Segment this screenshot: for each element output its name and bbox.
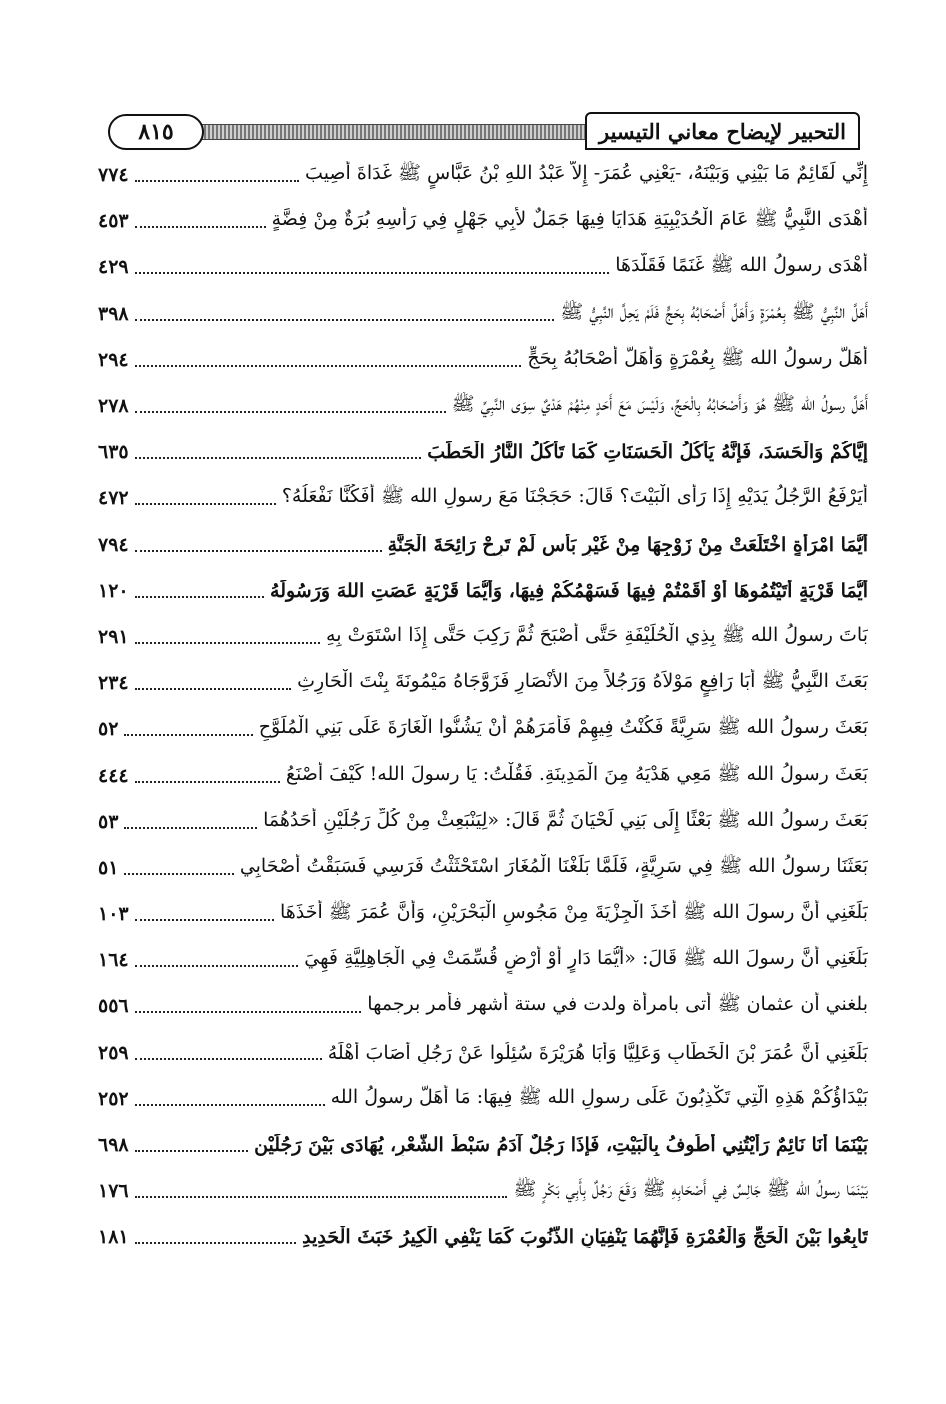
- entry-text: بَعَثَ رسولُ الله ﷺ مَعِي هَدْيَهُ مِنَ الْمَدِينَةِ. فَقُلْتُ: يَا رسولَ الله! كَيْفَ أَصْنَعُ: [285, 762, 868, 785]
- entry-text: بَيْنَمَا أَنَا نَائِمٌ رَأَيْتُنِي أَطُوفُ بِالْبَيْتِ، فَإِذَا رَجُلٌ آدَمُ سَبْطُ الشَّعْرِ، يُهَادَى بَيْنَ رَجُلَيْنِ: [254, 1134, 868, 1157]
- leader-dots: [135, 781, 280, 783]
- index-entry: [98, 660, 868, 706]
- leader-dots: [135, 1058, 322, 1060]
- entry-text: بَلَغَنِي أَنَّ رسولَ الله ﷺ أَخَذَ الْجِزْيَةَ مِنْ مَجُوسِ الْبَحْرَيْنِ، وَأَنَّ عُمَرَ ﷺ أَخَذَهَا: [279, 901, 868, 924]
- entry-page-number: ٤٧٢: [98, 487, 129, 510]
- entry-page-number: ١٧٦: [98, 1180, 129, 1203]
- entry-text: بَاتَ رسولُ الله ﷺ بِذِي الْحُلَيْفَةِ حَتَّى أَصْبَحَ ثُمَّ رَكِبَ حَتَّى إِذَا اسْتَوَتْ بِهِ: [326, 623, 868, 646]
- leader-dots: [135, 688, 291, 690]
- index-entry: [98, 891, 868, 937]
- index-entry: [98, 568, 868, 614]
- entry-text: أَيَرْفَعُ الرَّجُلُ يَدَيْهِ إِذَا رَأَى الْبَيْتَ؟ قَالَ: حَجَجْنَا مَعَ رسولِ الله ﷺ أَفَكُنَّا نَفْعَلُهُ؟: [281, 485, 868, 508]
- entry-text: بَعَثَ رسولُ الله ﷺ بَعْثًا إِلَى بَنِي لَحْيَانَ ثُمَّ قَالَ: «لِيَنْبَعِثْ مِنْ كُلِّ رَجُلَيْنِ أَحَدُهُمَا: [263, 808, 868, 831]
- index-entry: [98, 475, 868, 521]
- entry-page-number: ٢٩١: [98, 625, 129, 648]
- entry-text: إِيَّاكُمْ وَالْحَسَدَ، فَإِنَّهُ يَأْكُلُ الْحَسَنَاتِ كَمَا تَأْكُلُ النَّارُ الْحَطَبَ: [427, 441, 868, 464]
- leader-dots: [135, 550, 382, 552]
- entry-text: بَعَثَ النَّبِيُّ ﷺ أَبَا رَافِعٍ مَوْلاَهُ وَرَجُلاً مِنَ الأَنْصَارِ فَزَوَّجَاهُ مَيْمُونَةَ بِنْتَ الْحَارِثِ: [297, 670, 868, 693]
- entry-text: إِنِّي لَقَائِمٌ مَا بَيْنِي وَبَيْنَهُ، -يَعْنِي عُمَرَ- إِلاَّ عَبْدُ اللهِ بْنُ عَبَّاسٍ ﷺ غَدَاةَ أُصِيبَ: [305, 162, 868, 185]
- index-entry: [98, 799, 868, 845]
- entry-page-number: ١٢٠: [98, 579, 129, 602]
- entry-page-number: ١٦٤: [98, 949, 129, 972]
- entry-text: أَيُّمَا قَرْيَةٍ أَتَيْتُمُوهَا أَوْ أَقَمْتُمْ فِيهَا فَسَهْمُكُمْ فِيهَا، وَأَيُّمَا قَرْيَةٍ عَصَتِ اللهَ وَرَسُولَهُ: [270, 579, 868, 602]
- index-entry: [98, 244, 868, 290]
- entry-page-number: ٦٣٥: [98, 441, 129, 464]
- entry-page-number: ٣٩٨: [98, 302, 129, 325]
- entry-page-number: ٧٧٤: [98, 164, 129, 187]
- entry-text: بَيْنَمَا رسولُ الله ﷺ جَالِسٌ فِي أَصْحَابِهِ ﷺ وَقَعَ رَجُلٌ بِأَبِي بَكْرٍ ﷺ: [513, 1178, 868, 1201]
- leader-dots: [135, 1242, 296, 1244]
- entry-page-number: ٢٥٩: [98, 1041, 129, 1064]
- entry-page-number: ٤٤٤: [98, 764, 129, 787]
- entry-page-number: ٧٩٤: [98, 533, 129, 556]
- entry-text: أَهْدَى النَّبِيُّ ﷺ عَامَ الْحُدَيْبِيَةِ هَدَايَا فِيهَا جَمَلٌ لأَبِي جَهْلٍ فِي رَأْسِهِ بُرَةٌ مِنْ فِضَّةٍ: [271, 208, 868, 231]
- index-entry: [98, 937, 868, 983]
- index-entry: [98, 1076, 868, 1122]
- index-entry: [98, 983, 868, 1029]
- entry-text: أَهَلَّ رسولُ الله ﷺ بِعُمْرَةٍ وَأَهَلَّ أَصْحَابُهُ بِحَجٍّ: [527, 346, 868, 369]
- leader-dots: [135, 596, 264, 598]
- leader-dots: [135, 457, 422, 459]
- leader-dots: [135, 411, 446, 413]
- entry-page-number: ٤٢٩: [98, 256, 129, 279]
- entry-text: بَلَغَنِي أَنَّ رسولَ الله ﷺ قَالَ: «أَيُّمَا دَارٍ أَوْ أَرْضٍ قُسِّمَتْ فِي الْجَاهِلِيَّةِ فَهِيَ: [304, 947, 868, 970]
- index-entry: [98, 614, 868, 660]
- entry-page-number: ١٠٣: [98, 903, 129, 926]
- leader-dots: [135, 319, 555, 321]
- entry-text: بَلَغَنِي أَنَّ عُمَرَ بْنَ الْخَطَّابِ وَعَلِيًّا وَأَبَا هُرَيْرَةَ سُئِلُوا عَنْ رَجُلٍ أَصَابَ أَهْلَهُ: [327, 1041, 868, 1064]
- entry-text: بَعَثَنَا رسولُ الله ﷺ فِي سَرِيَّةٍ، فَلَمَّا بَلَغْنَا الْمُغَارَ اسْتَحْثَثْتُ فَرَسِي فَسَبَقْتُ أَصْحَابِي: [239, 854, 868, 877]
- entry-page-number: ١٨١: [98, 1226, 129, 1249]
- leader-dots: [135, 1104, 325, 1106]
- entry-page-number: ٥١: [98, 856, 119, 879]
- index-entry: [98, 152, 868, 198]
- leader-dots: [135, 272, 610, 274]
- entry-text: بلغني أن عثمان ﷺ أتى بامرأة ولدت في ستة أشهر فأمر برجمها: [367, 993, 868, 1016]
- entry-page-number: ٥٥٦: [98, 995, 129, 1018]
- header-band: [168, 124, 620, 140]
- leader-dots: [124, 827, 257, 829]
- leader-dots: [135, 1011, 362, 1013]
- entry-text: بَيْدَاؤُكُمْ هَذِهِ الَّتِي تَكْذِبُونَ عَلَى رسولِ الله ﷺ فِيهَا: مَا أَهَلَّ رسولُ الله: [330, 1085, 868, 1108]
- entry-text: أَيُّمَا امْرَأَةٍ اخْتَلَعَتْ مِنْ زَوْجِهَا مِنْ غَيْرِ بَأْسٍ لَمْ تَرِحْ رَائِحَةَ الْجَنَّةِ: [387, 533, 868, 556]
- index-entry: [98, 1168, 868, 1214]
- leader-dots: [135, 226, 266, 228]
- entry-text: أَهْدَى رسولُ الله ﷺ غَنَمًا فَقَلَّدَهَا: [615, 254, 868, 277]
- entry-text: تَابِعُوا بَيْنَ الْحَجِّ وَالْعُمْرَةِ فَإِنَّهُمَا يَنْفِيَانِ الذُّنُوبَ كَمَا يَنْفِي الْكِيرُ خَبَثَ الْحَدِيدِ: [302, 1226, 868, 1249]
- index-entry: [98, 706, 868, 752]
- book-title: التحبير لإيضاح معاني التيسير: [585, 112, 860, 150]
- index-entry: [98, 752, 868, 798]
- index-entry: [98, 198, 868, 244]
- entry-text: بَعَثَ رسولُ الله ﷺ سَرِيَّةً فَكُنْتُ فِيهِمْ فَأَمَرَهُمْ أَنْ يَشُنُّوا الْغَارَةَ عَلَى بَنِي الْمُلَوَّحِ: [258, 716, 868, 739]
- page-number: ٨١٥: [108, 114, 204, 150]
- leader-dots: [135, 919, 274, 921]
- entry-page-number: ٥٢: [98, 718, 119, 741]
- index-entry: [98, 522, 868, 568]
- entry-page-number: ٢٥٢: [98, 1087, 129, 1110]
- leader-dots: [135, 503, 276, 505]
- index-entry: [98, 1214, 868, 1260]
- entry-text: أَهَلَّ النَّبِيُّ ﷺ بِعُمْرَةٍ وَأَهَلَّ أَصْحَابُهُ بِحَجٍّ فَلَمْ يَحِلَّ النَّبِيُّ ﷺ: [560, 300, 868, 323]
- leader-dots: [135, 365, 522, 367]
- leader-dots: [135, 965, 299, 967]
- leader-dots: [135, 642, 320, 644]
- leader-dots: [124, 873, 233, 875]
- entry-page-number: ٢٩٤: [98, 348, 129, 371]
- index-entry: [98, 291, 868, 337]
- entry-page-number: ٢٣٤: [98, 672, 129, 695]
- entry-page-number: ٤٥٣: [98, 210, 129, 233]
- leader-dots: [135, 1196, 508, 1198]
- index-entry: [98, 1030, 868, 1076]
- hadith-index-list: [98, 152, 868, 1261]
- entry-text: أَهَلَّ رسولُ الله ﷺ هُوَ وَأَصْحَابُهُ بِالْحَجِّ، وَلَيْسَ مَعَ أَحَدٍ مِنْهُمْ هَدْيٌ سِوَى النَّبِيِّ ﷺ: [451, 393, 868, 416]
- leader-dots: [135, 180, 299, 182]
- leader-dots: [135, 1150, 248, 1152]
- index-entry: [98, 429, 868, 475]
- leader-dots: [124, 734, 252, 736]
- entry-page-number: ٦٩٨: [98, 1134, 129, 1157]
- page-header: [108, 112, 860, 150]
- entry-page-number: ٥٣: [98, 810, 119, 833]
- index-entry: [98, 337, 868, 383]
- index-entry: [98, 845, 868, 891]
- index-entry: [98, 383, 868, 429]
- entry-page-number: ٢٧٨: [98, 395, 129, 418]
- index-entry: [98, 1122, 868, 1168]
